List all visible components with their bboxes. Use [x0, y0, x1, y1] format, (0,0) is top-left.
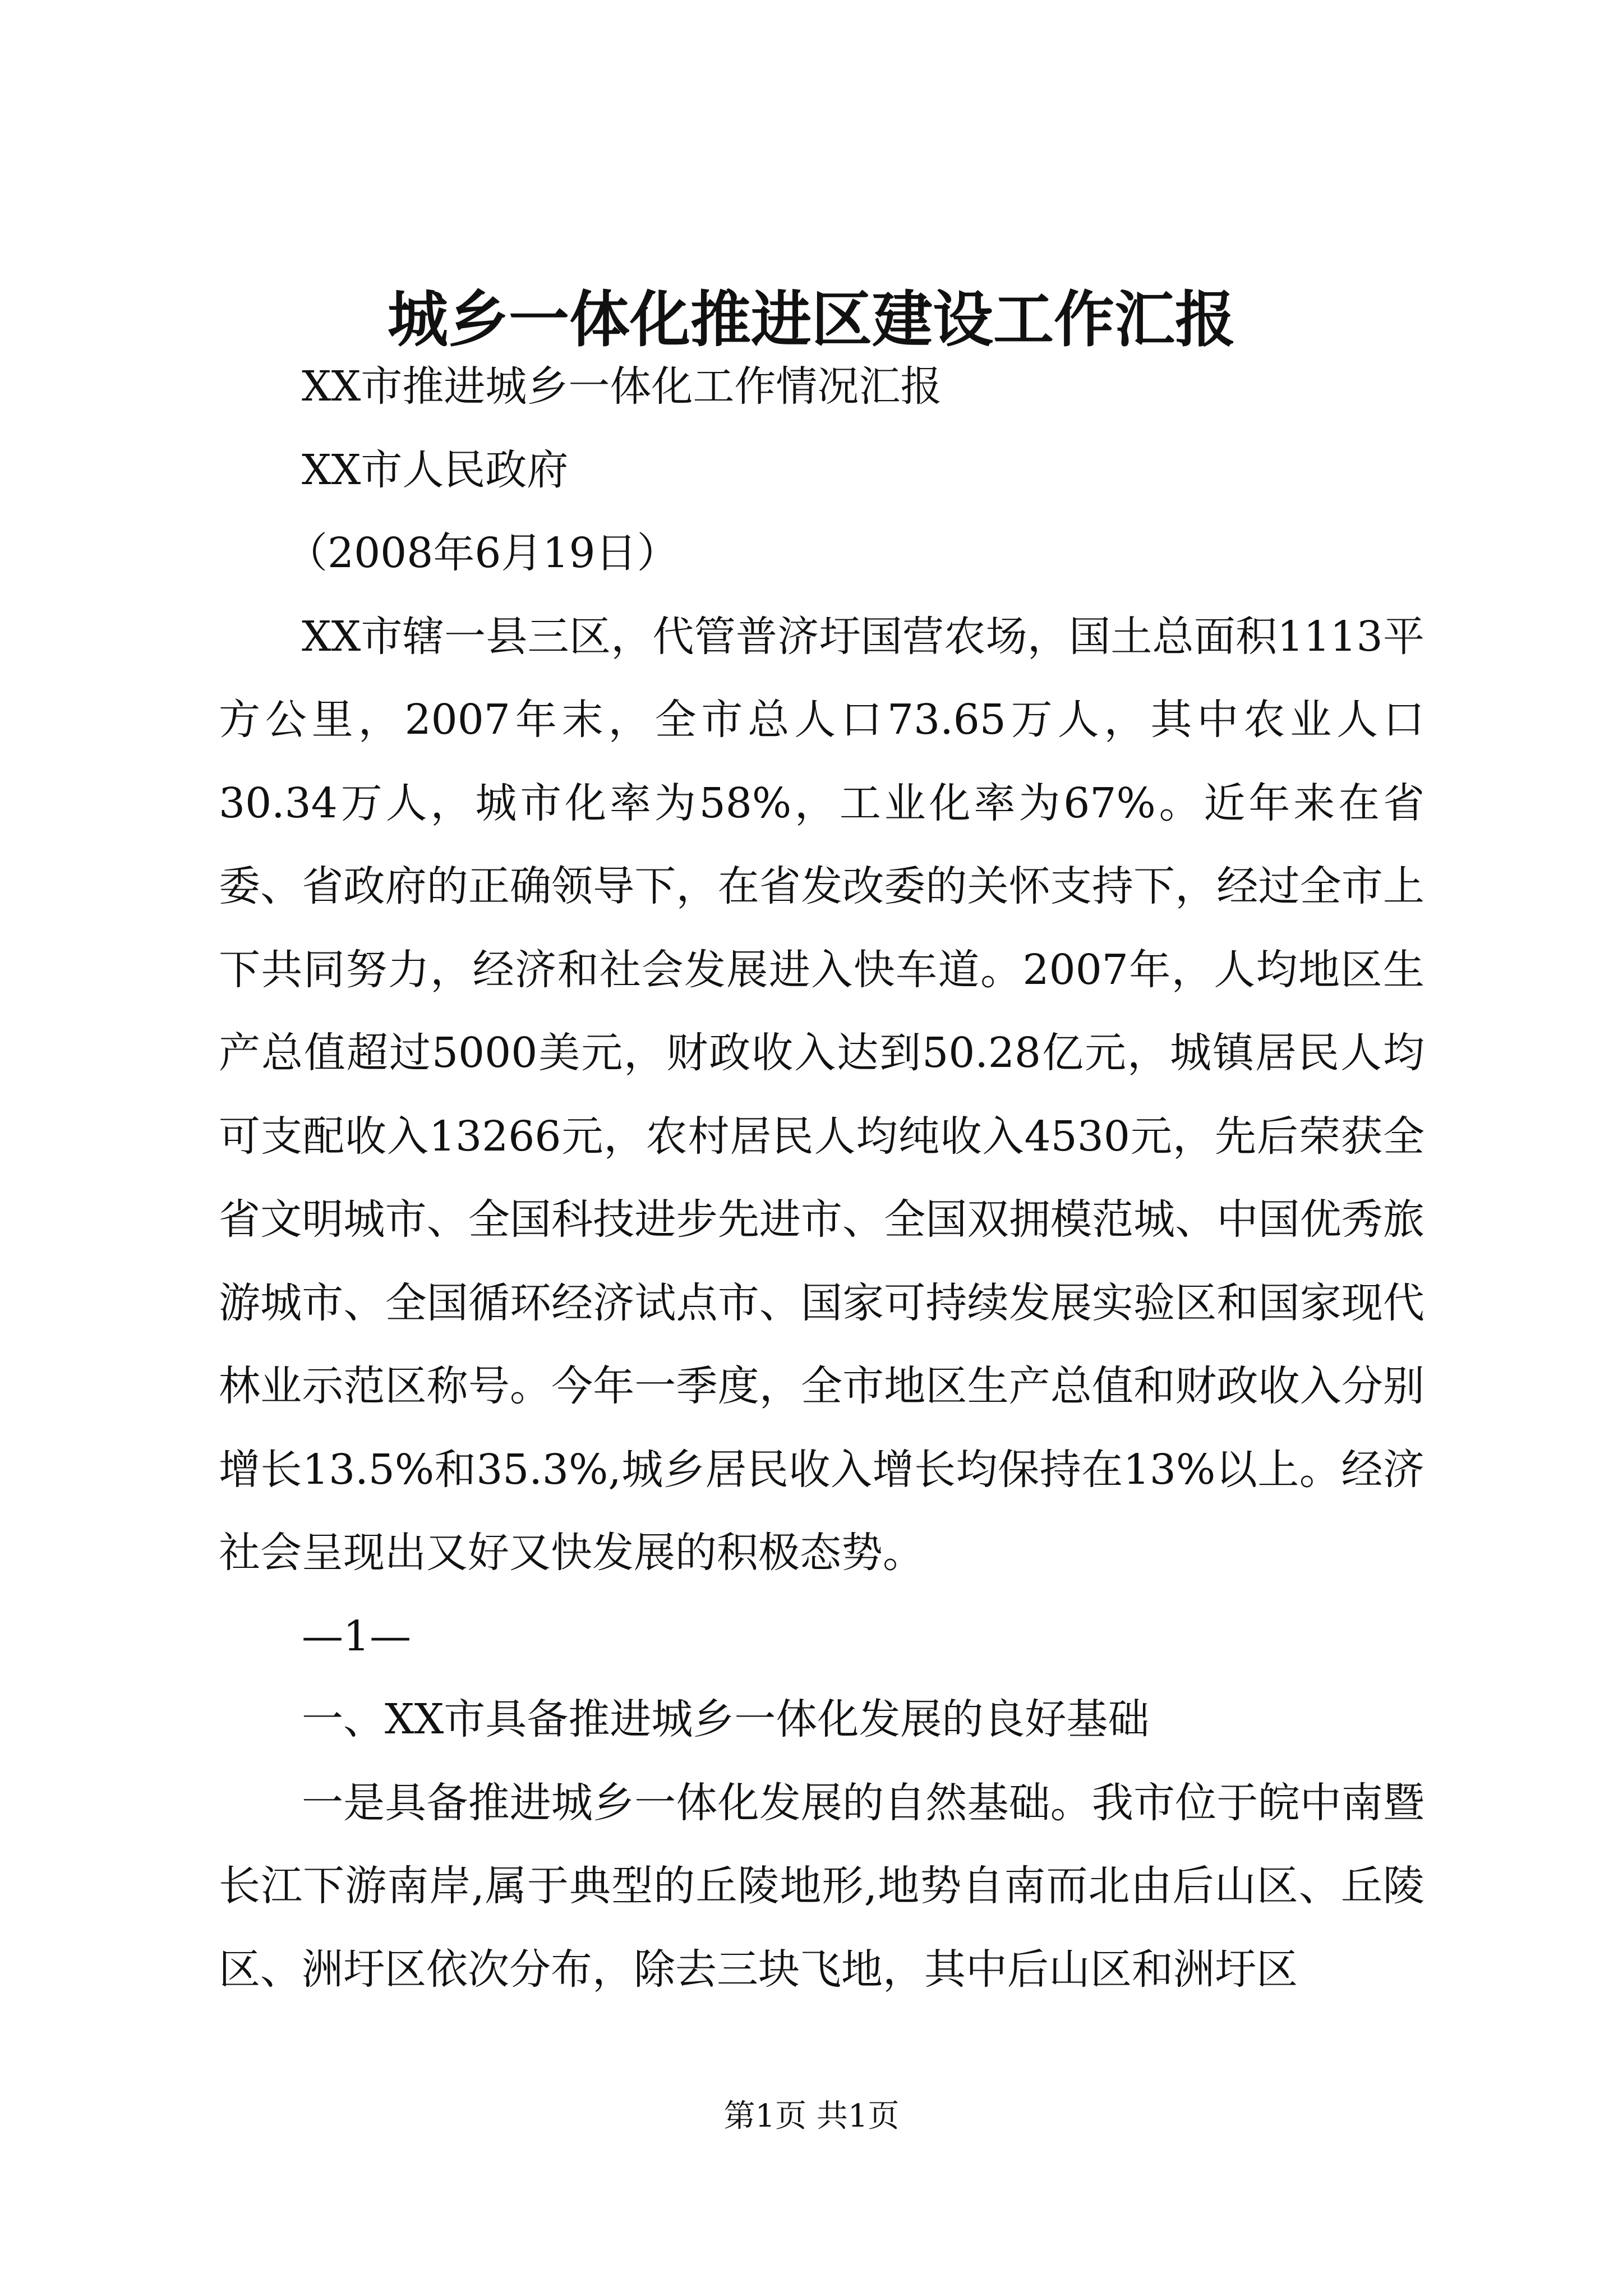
document-body [219, 345, 1424, 2011]
document-title: 城乡一体化推进区建设工作汇报 [387, 284, 1235, 355]
inline-page-marker: —1— [302, 1612, 412, 1660]
section-heading: 一、XX市具备推进城乡一体化发展的良好基础 [302, 1695, 1150, 1743]
date-line: （2008年6月19日） [286, 529, 679, 577]
body-paragraph: XX市辖一县三区，代管普济圩国营农场，国土总面积1113平方公里，2007年末，全市总人口73.65万人，其中农业人口30.34万人，城市化率为58%，工业化率为67%。近年来在省委、省政府的正确领导下，在省发改委的关怀支持下，经过全市上下共同努力，经济和社会发展进入快车道。2007年，人均地区生产总值超过5000美元，财政收入达到50.28亿元，城镇居民人均可支配收入13266元，农村居民人均纯收入4530元，先后荣获全省文明城市、全国科技进步先进市、全国双拥模范城、中国优秀旅游城市、全国循环经济试点市、国家可持续发展实验区和国家现代林业示范区称号。今年一季度，全市地区生产总值和财政收入分别增长13.5%和35.3%,城乡居民收入增长均保持在13%以上。经济社会呈现出又好又快发展的积极态势。 [219, 612, 1424, 1577]
body-paragraph: 一是具备推进城乡一体化发展的自然基础。我市位于皖中南暨长江下游南岸,属于典型的丘陵地形,地势自南而北由后山区、丘陵区、洲圩区依次分布，除去三块飞地，其中后山区和洲圩区 [219, 1778, 1424, 1994]
document-subtitle: XX市推进城乡一体化工作情况汇报 [302, 362, 942, 411]
page-footer: 第1页 共1页 [723, 2098, 900, 2134]
issuer-line: XX市人民政府 [302, 445, 569, 494]
